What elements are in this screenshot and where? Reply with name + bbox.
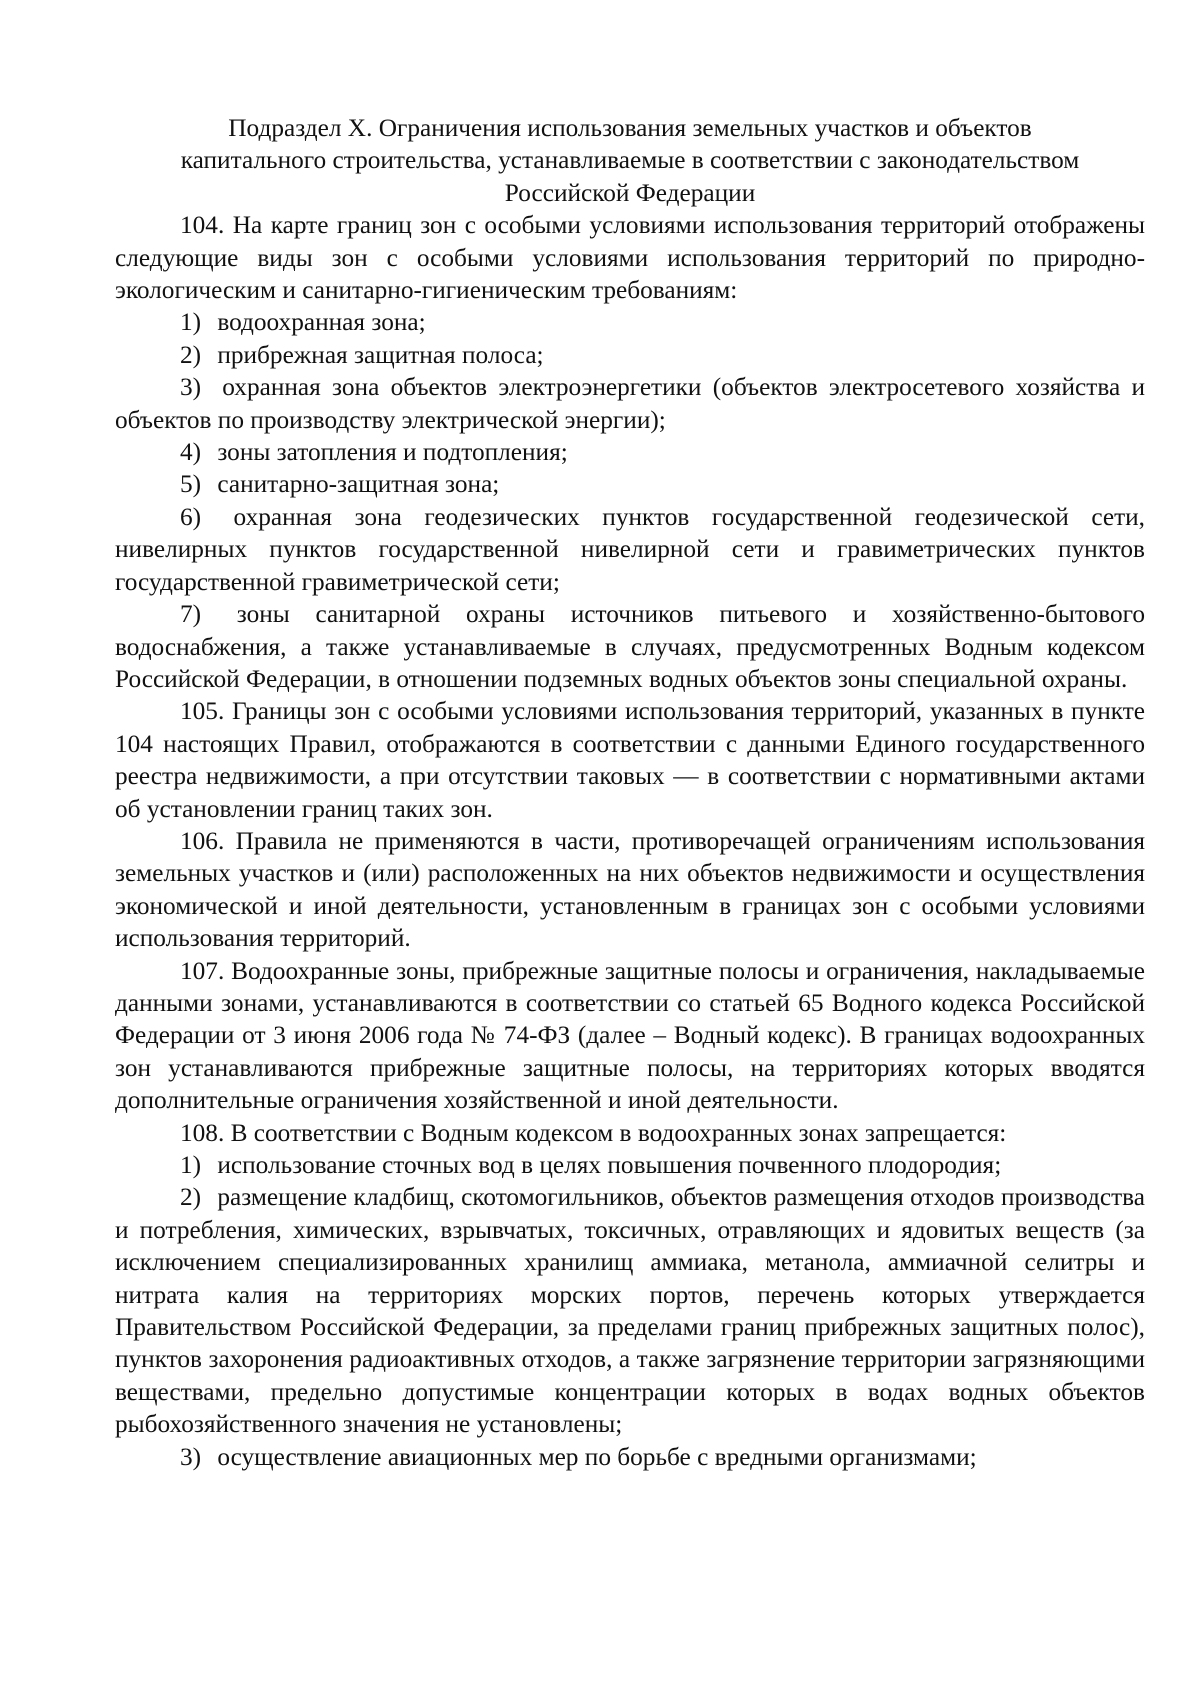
list-item xyxy=(115,339,1145,371)
list-item-text: осуществление авиационных мер по борьбе с вредными организмами; xyxy=(217,1442,977,1471)
list-item xyxy=(115,501,1145,598)
list-item-text: охранная зона объектов электроэнергетики (объектов электросетевого хозяйства и объектов по производству электрической энергии); xyxy=(115,373,1145,434)
document-page xyxy=(115,112,1145,1473)
list-item-number: 7) xyxy=(180,600,202,629)
list-item-number: 5) xyxy=(180,470,202,499)
list-item-number: 1) xyxy=(180,1151,202,1179)
list-item-text: прибрежная защитная полоса; xyxy=(217,340,544,369)
list-item xyxy=(115,1149,1145,1181)
heading-line-2: капитального строительства, устанавливаемые в соответствии с законодательством xyxy=(180,146,1080,175)
list-item-number: 4) xyxy=(180,438,202,467)
list-item-number: 2) xyxy=(180,340,202,369)
list-item-number: 3) xyxy=(180,373,202,402)
heading-line-1: Подраздел X. Ограничения использования земельных участков и объектов xyxy=(228,114,1032,142)
list-item-text: использование сточных вод в целях повышения почвенного плодородия; xyxy=(217,1151,1002,1179)
paragraph-105: 105. Границы зон с особыми условиями использования территорий, указанных в пункте 104 настоящих Правил, отображаются в соответствии с данными Единого государственного реестра недвижимости, а при отсутствии таковых — в соответствии с нормативными актами об установлении границ таких зон. xyxy=(115,697,1145,823)
list-item xyxy=(115,371,1145,436)
list-item-text: санитарно-защитная зона; xyxy=(217,470,500,499)
list-item xyxy=(115,306,1145,338)
heading-line-3: Российской Федерации xyxy=(504,178,756,207)
paragraph-108: 108. В соответствии с Водным кодексом в водоохранных зонах запрещается: xyxy=(180,1118,1007,1147)
section-heading xyxy=(115,112,1145,209)
paragraph-107: 107. Водоохранные зоны, прибрежные защитные полосы и ограничения, накладываемые данными зонами, устанавливаются в соответствии со статьей 65 Водного кодекса Российской Федерации от 3 июня 2006 года № 74-ФЗ (далее – Водный кодекс). В границах водоохранных зон устанавливаются прибрежные защитные полосы, на территориях которых вводятся дополнительные ограничения хозяйственной и иной деятельности. xyxy=(115,956,1145,1115)
list-item-text: водоохранная зона; xyxy=(217,308,426,337)
list-item-number: 1) xyxy=(180,308,202,337)
list-item-text: размещение кладбищ, скотомогильников, объектов размещения отходов производства и потребления, химических, взрывчатых, токсичных, отравляющих и ядовитых веществ (за исключением специализированных хранилищ аммиака, метанола, аммиачной селитры и нитрата калия на территориях морских портов, перечень которых утверждается Правительством Российской Федерации, за пределами границ прибрежных защитных полос), пунктов захоронения радиоактивных отходов, а также загрязнение территории загрязняющими веществами, предельно допустимые концентрации которых в водах водных объектов рыбохозяйственного значения не установлены; xyxy=(115,1183,1145,1439)
paragraph-104: 104. На карте границ зон с особыми условиями использования территорий отображены следующие виды зон с особыми условиями использования территорий по природно-экологическим и санитарно-гигиеническим требованиям: xyxy=(115,211,1145,305)
paragraph-106: 106. Правила не применяются в части, противоречащей ограничениям использования земельных участков и (или) расположенных на них объектов недвижимости и осуществления экономической и иной деятельности, установленным в границах зон с особыми условиями использования территорий. xyxy=(115,826,1145,953)
list-item xyxy=(115,1441,1145,1473)
list-item xyxy=(115,598,1145,695)
list-item-number: 3) xyxy=(180,1442,202,1471)
list-item-number: 6) xyxy=(180,502,202,531)
list-item-number: 2) xyxy=(180,1183,202,1212)
list-item-text: охранная зона геодезических пунктов государственной геодезической сети, нивелирных пунктов государственной нивелирной сети и гравиметрических пунктов государственной гравиметрической сети; xyxy=(115,502,1145,596)
list-item-text: зоны санитарной охраны источников питьевого и хозяйственно-бытового водоснабжения, а также устанавливаемые в случаях, предусмотренных Водным кодексом Российской Федерации, в отношении подземных водных объектов зоны специальной охраны. xyxy=(115,600,1146,693)
list-item xyxy=(115,468,1145,500)
list-item xyxy=(115,436,1145,468)
list-item xyxy=(115,1181,1145,1440)
list-item-text: зоны затопления и подтопления; xyxy=(217,438,568,467)
